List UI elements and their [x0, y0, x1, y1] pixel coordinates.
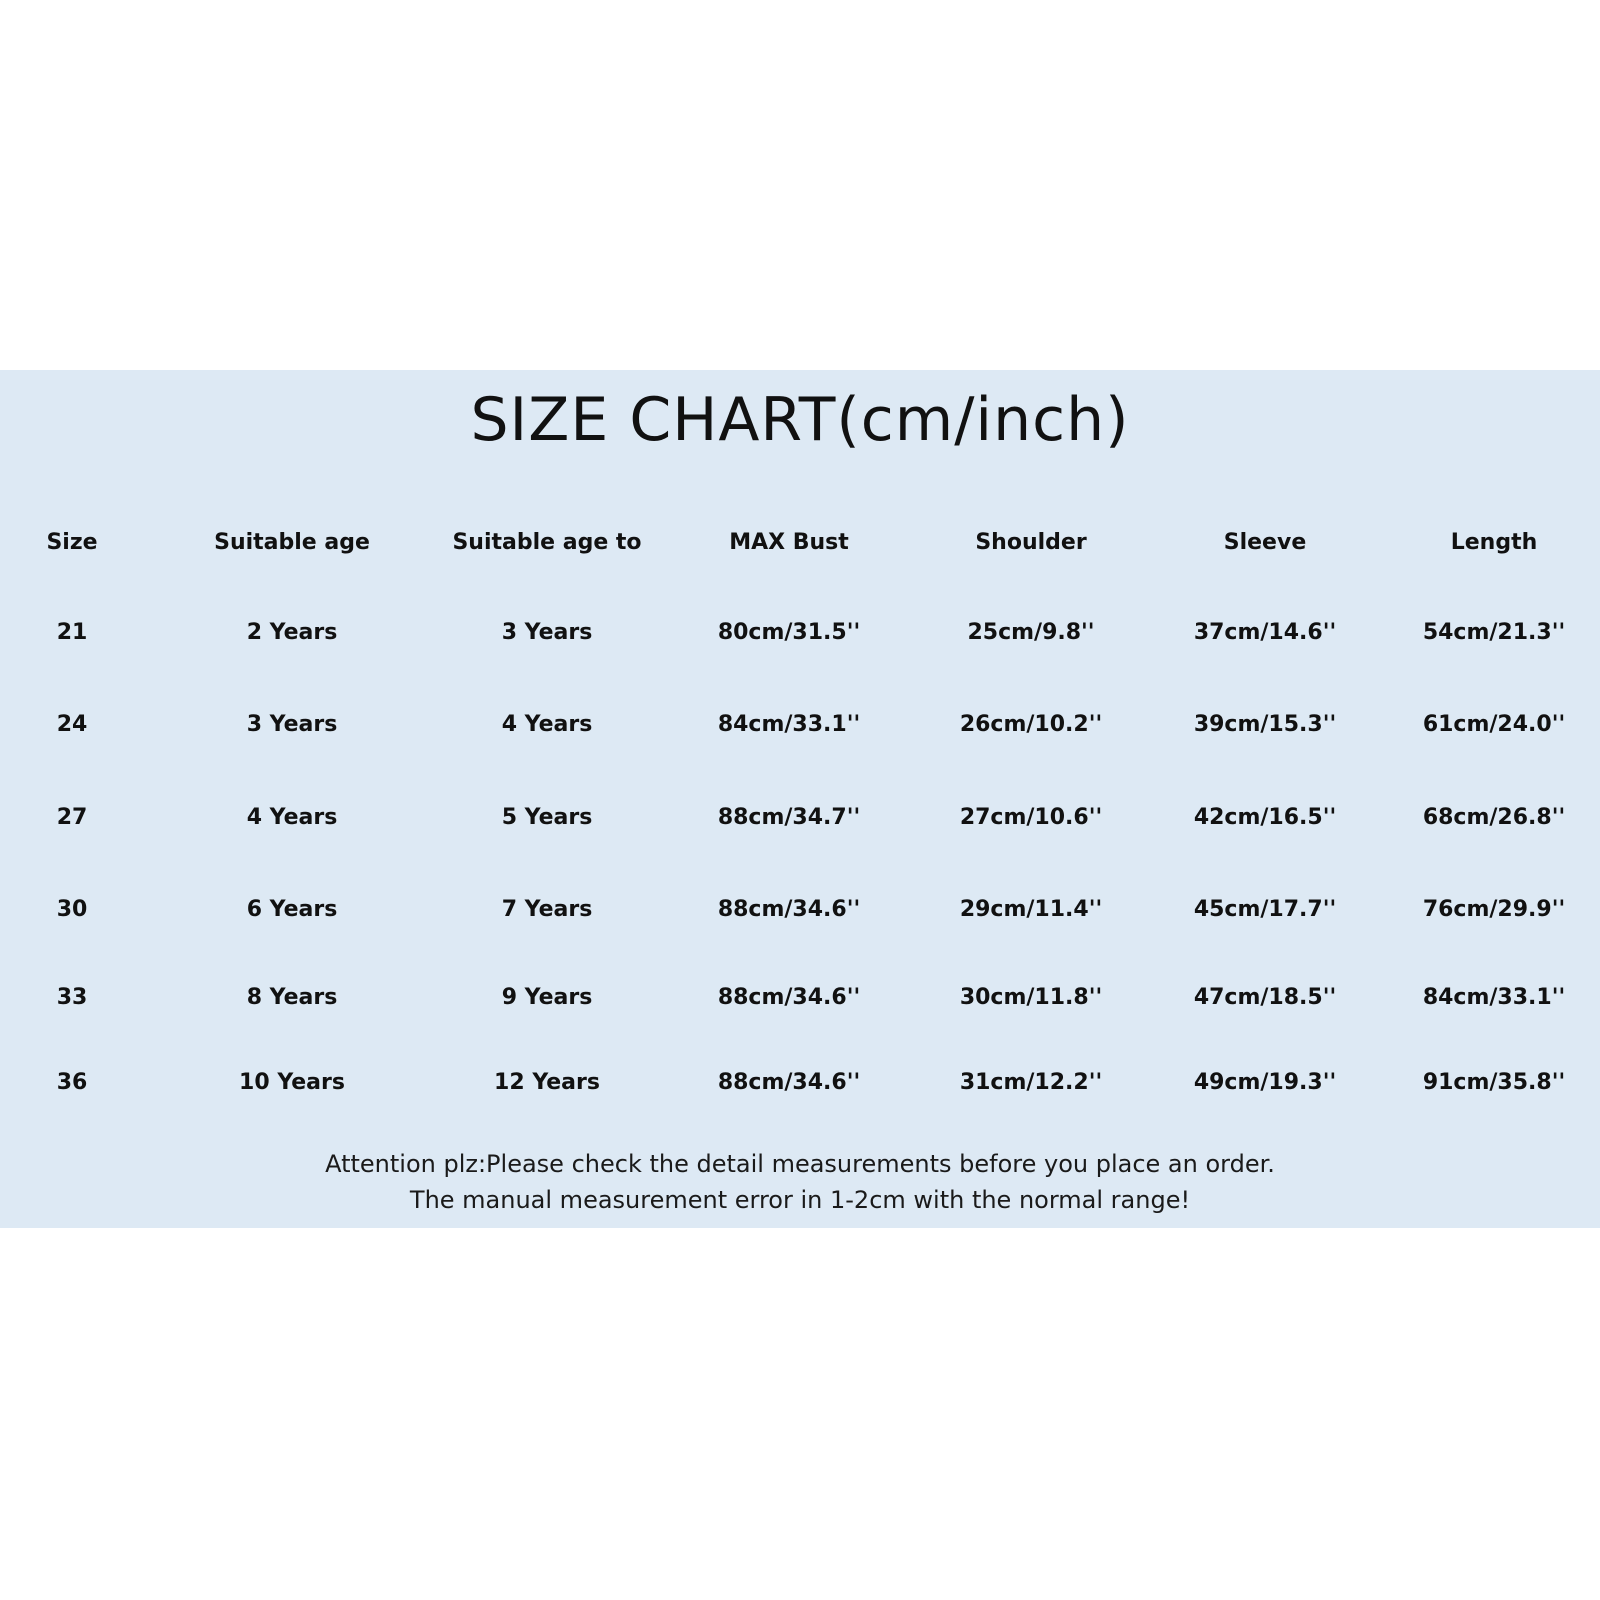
measurement-error-note: The manual measurement error in 1-2cm with the normal range! [409, 1186, 1191, 1214]
table-cell: 2 Years [246, 620, 338, 645]
column-header: Size [46, 530, 98, 555]
table-cell: 6 Years [246, 897, 338, 922]
table-cell: 33 [56, 985, 88, 1010]
table-cell: 76cm/29.9'' [1422, 897, 1566, 922]
column-header: Shoulder [975, 530, 1087, 555]
table-cell: 84cm/33.1'' [1422, 985, 1566, 1010]
table-cell: 49cm/19.3'' [1193, 1070, 1337, 1095]
table-cell: 47cm/18.5'' [1193, 985, 1337, 1010]
table-cell: 12 Years [494, 1070, 600, 1095]
table-cell: 27 [56, 805, 88, 830]
column-header: MAX Bust [729, 530, 849, 555]
table-cell: 25cm/9.8'' [967, 620, 1095, 645]
table-cell: 88cm/34.6'' [717, 985, 861, 1010]
table-cell: 88cm/34.6'' [717, 897, 861, 922]
table-cell: 3 Years [501, 620, 593, 645]
size-chart-panel [0, 370, 1600, 1228]
table-cell: 27cm/10.6'' [959, 805, 1103, 830]
table-cell: 8 Years [246, 985, 338, 1010]
table-cell: 24 [56, 712, 88, 737]
column-header: Suitable age to [452, 530, 642, 555]
attention-note: Attention plz:Please check the detail measurements before you place an order. [325, 1150, 1275, 1178]
table-cell: 5 Years [501, 805, 593, 830]
table-cell: 31cm/12.2'' [959, 1070, 1103, 1095]
table-cell: 54cm/21.3'' [1422, 620, 1566, 645]
column-header: Length [1450, 530, 1538, 555]
table-cell: 45cm/17.7'' [1193, 897, 1337, 922]
size-chart-title: SIZE CHART(cm/inch) [470, 385, 1130, 455]
table-cell: 4 Years [246, 805, 338, 830]
table-cell: 91cm/35.8'' [1422, 1070, 1566, 1095]
table-cell: 26cm/10.2'' [959, 712, 1103, 737]
table-cell: 7 Years [501, 897, 593, 922]
table-cell: 42cm/16.5'' [1193, 805, 1337, 830]
table-cell: 9 Years [501, 985, 593, 1010]
table-cell: 29cm/11.4'' [959, 897, 1103, 922]
column-header: Suitable age [214, 530, 370, 555]
table-cell: 30 [56, 897, 88, 922]
table-cell: 21 [56, 620, 88, 645]
table-cell: 88cm/34.7'' [717, 805, 861, 830]
table-cell: 84cm/33.1'' [717, 712, 861, 737]
table-cell: 80cm/31.5'' [717, 620, 861, 645]
table-cell: 68cm/26.8'' [1422, 805, 1566, 830]
table-cell: 37cm/14.6'' [1193, 620, 1337, 645]
table-cell: 30cm/11.8'' [959, 985, 1103, 1010]
table-cell: 10 Years [239, 1070, 345, 1095]
table-cell: 39cm/15.3'' [1193, 712, 1337, 737]
column-header: Sleeve [1223, 530, 1307, 555]
table-cell: 61cm/24.0'' [1422, 712, 1566, 737]
table-cell: 88cm/34.6'' [717, 1070, 861, 1095]
table-cell: 36 [56, 1070, 88, 1095]
table-cell: 4 Years [501, 712, 593, 737]
table-cell: 3 Years [246, 712, 338, 737]
size-table [0, 370, 1600, 1228]
